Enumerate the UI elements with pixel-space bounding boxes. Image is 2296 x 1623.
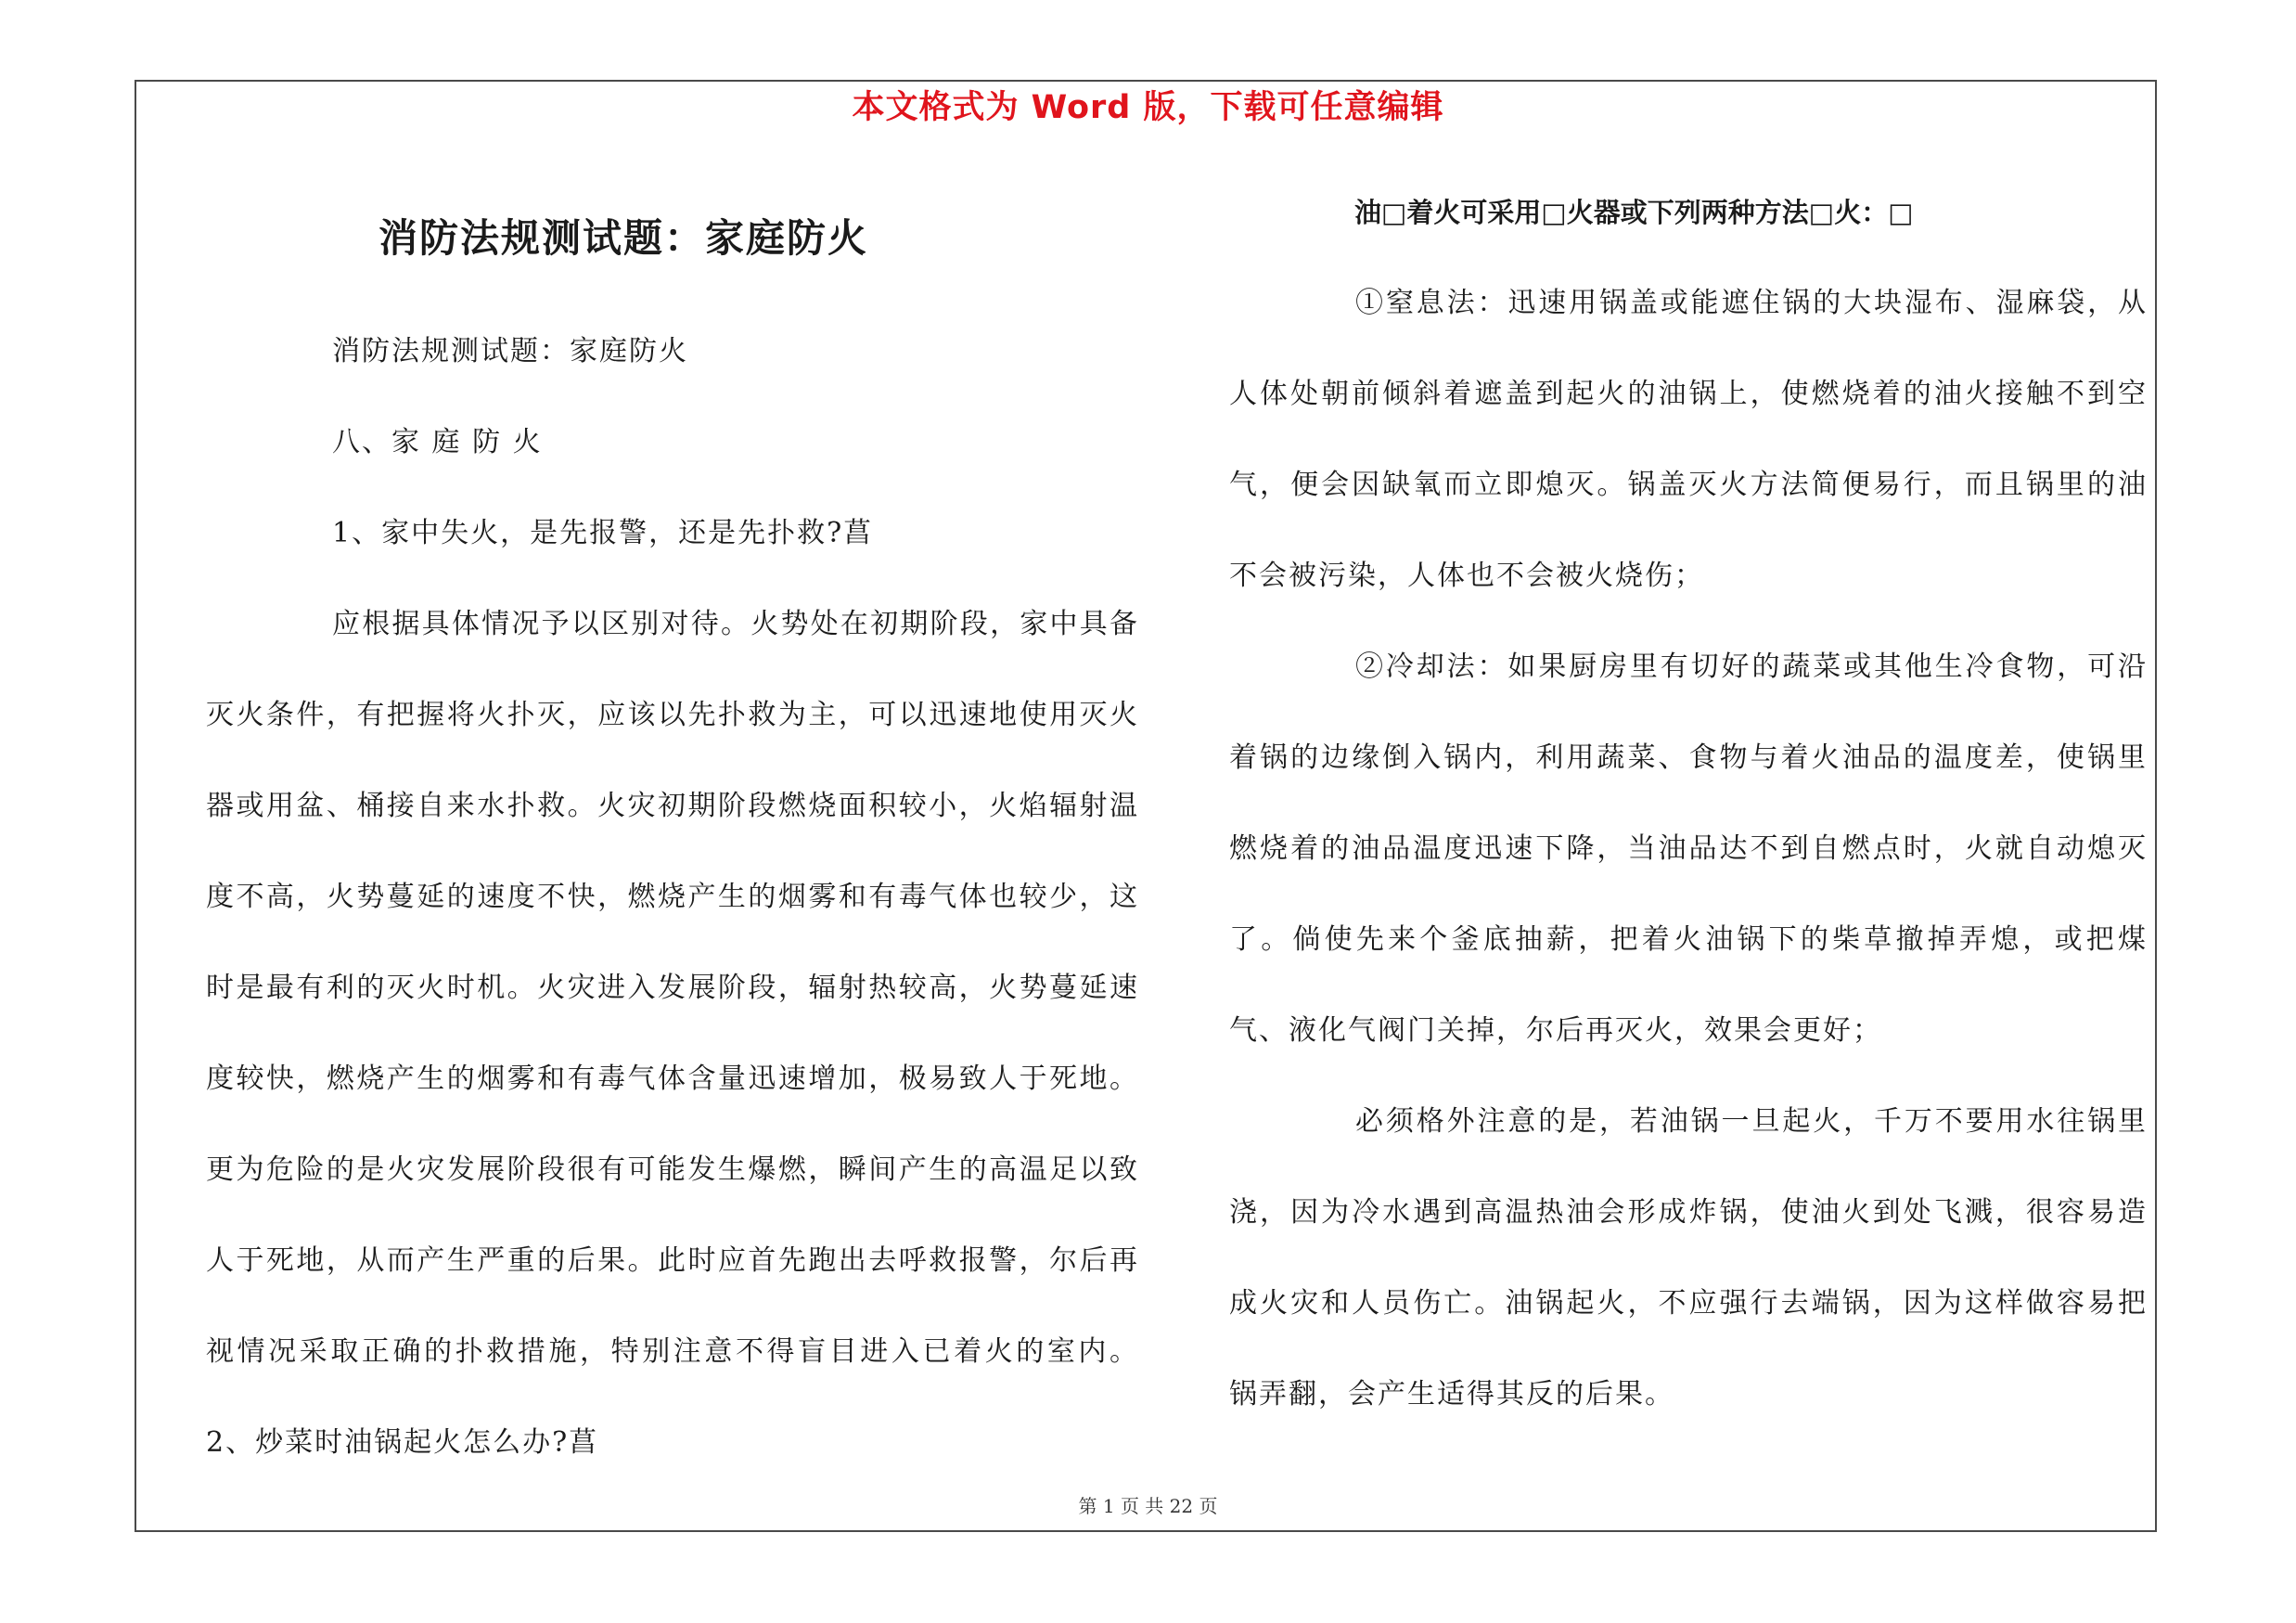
right-column-heading: 油□着火可采用□火器或下列两种方法□火：□ <box>1354 197 1914 228</box>
warning-paragraph: 必须格外注意的是，若油锅一旦起火，千万不要用水往锅里浇，因为冷水遇到高温热油会形成炸锅，使油火到处飞溅，很容易造成火灾和人员伤亡。油锅起火，不应强行去端锅，因为这样做容易把锅弄翻，会产生适得其反的后果。 <box>1229 1105 2148 1410</box>
subtitle-line: 消防法规测试题：家庭防火 <box>332 335 688 367</box>
method-suffocation: ①窒息法：迅速用锅盖或能遮住锅的大块湿布、湿麻袋，从人体处朝前倾斜着遮盖到起火的油锅上，使燃烧着的油火接触不到空气，便会因缺氧而立即熄灭。锅盖灭火方法简便易行，而且锅里的油不会被污染，人体也不会被火烧伤； <box>1229 287 2148 592</box>
document-title: 消防法规测试题：家庭防火 <box>378 215 869 261</box>
question-1: 1、家中失火，是先报警，还是先扑救?菖 <box>332 517 874 549</box>
section-heading: 八、家 庭 防 火 <box>332 426 543 458</box>
answer-paragraph: 应根据具体情况予以区别对待。火势处在初期阶段，家中具备灭火条件，有把握将火扑灭，应该以先扑救为主，可以迅速地使用灭火器或用盆、桶接自来水扑救。火灾初期阶段燃烧面积较小，火焰辐射温度不高，火势蔓延的速度不快，燃烧产生的烟雾和有毒气体也较少，这时是最有利的灭火时机。火灾进入发展阶段，辐射热较高，火势蔓延速度较快，燃烧产生的烟雾和有毒气体含量迅速增加，极易致人于死地。更为危险的是火灾发展阶段很有可能发生爆燃，瞬间产生的高温足以致人于死地，从而产生严重的后果。此时应首先跑出去呼救报警，尔后再视情况采取正确的扑救措施，特别注意不得盲目进入已着火的室内。2、炒菜时油锅起火怎么办?菖 <box>206 608 1139 1459</box>
method-cooling: ②冷却法：如果厨房里有切好的蔬菜或其他生冷食物，可沿着锅的边缘倒入锅内，利用蔬菜、食物与着火油品的温度差，使锅里燃烧着的油品温度迅速下降，当油品达不到自燃点时，火就自动熄灭了。倘使先来个釜底抽薪，把着火油锅下的柴草撤掉弄熄，或把煤气、液化气阀门关掉，尔后再灭火，效果会更好； <box>1229 650 2148 1047</box>
format-banner: 本文格式为 Word 版，下载可任意编辑 <box>852 89 1444 126</box>
page-footer: 第 1 页 共 22 页 <box>1078 1495 1218 1517</box>
